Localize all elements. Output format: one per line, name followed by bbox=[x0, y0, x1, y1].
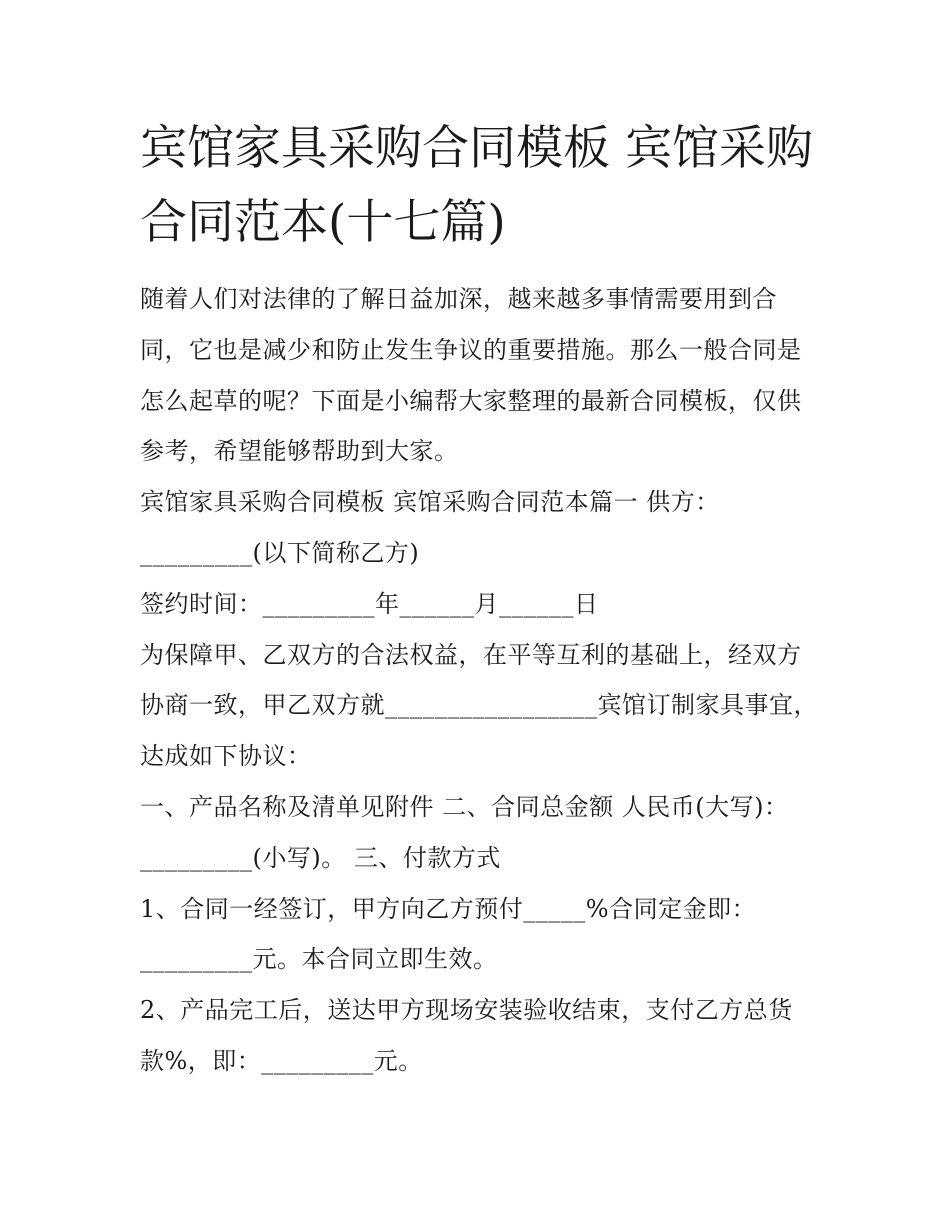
document-body bbox=[140, 112, 820, 1087]
section-heading: 宾馆家具采购合同模板 宾馆采购合同范本篇一 供方： bbox=[140, 488, 720, 517]
purpose-paragraph: 为保障甲、乙双方的合法权益，在平等互利的基础上，经双方协商一致，甲乙双方就_________________宾馆订制家具事宜，达成如下协议： bbox=[140, 640, 818, 771]
document-title: 宾馆家具采购合同模板 宾馆采购合同范本(十七篇) bbox=[140, 121, 813, 250]
payment-clause-2: 2、产品完工后，送达甲方现场安装验收结束，支付乙方总货款%，即：_________元。 bbox=[140, 996, 793, 1075]
clause-product-amount-payment: 一、产品名称及清单见附件 二、合同总金额 人民币(大写)：_________(小写)。 三、付款方式 bbox=[140, 792, 789, 872]
sign-date-line: 签约时间：_________年______月______日 bbox=[140, 589, 599, 618]
payment-clause-1: 1、合同一经签订，甲方向乙方预付_____%合同定金即：_________元。本合同立即生效。 bbox=[140, 894, 757, 974]
supplier-line: _________(以下简称乙方) bbox=[140, 538, 420, 567]
intro-paragraph: 随着人们对法律的了解日益加深，越来越多事情需要用到合同，它也是减少和防止发生争议的重要措施。那么一般合同是怎么起草的呢？下面是小编帮大家整理的最新合同模板，仅供参考，希望能够帮助到大家。 bbox=[140, 285, 802, 466]
